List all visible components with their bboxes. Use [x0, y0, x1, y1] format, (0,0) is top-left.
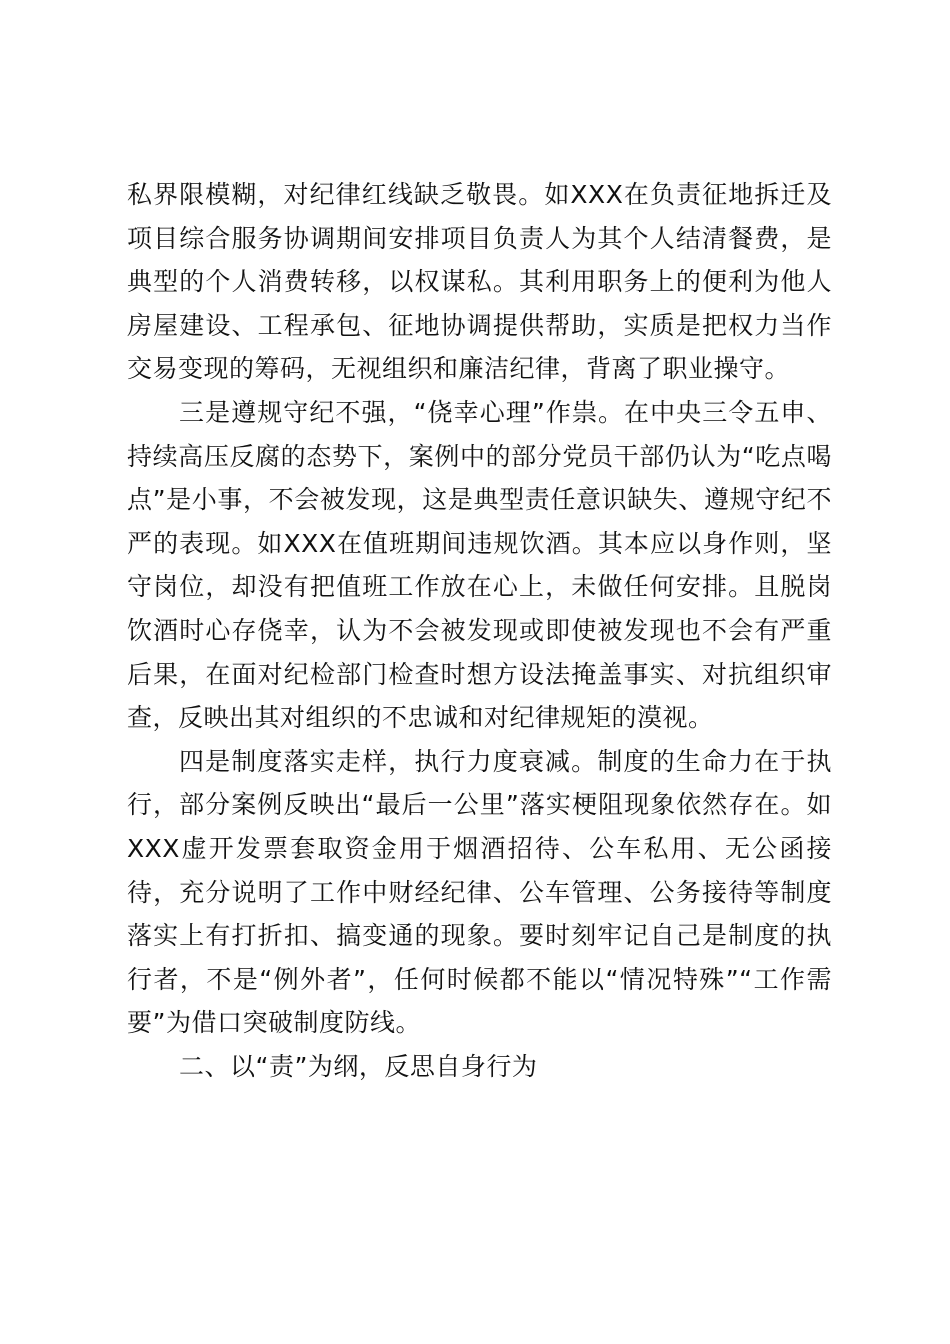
document-body [127, 173, 832, 1088]
paragraph-1: 私界限模糊，对纪律红线缺乏敬畏。如XXX在负责征地拆迁及项目综合服务协调期间安排项目负责人为其个人结清餐费，是典型的个人消费转移，以权谋私。其利用职务上的便利为他人房屋建设、工程承包、征地协调提供帮助，实质是把权力当作交易变现的筹码，无视组织和廉洁纪律，背离了职业操守。 [127, 180, 832, 384]
section-heading: 二、以“责”为纲，反思自身行为 [179, 1051, 538, 1081]
paragraph-3: 四是制度落实走样，执行力度衰减。制度的生命力在于执行，部分案例反映出“最后一公里”落实梗阻现象依然存在。如XXX虚开发票套取资金用于烟酒招待、公车私用、无公函接待，充分说明了工作中财经纪律、公车管理、公务接待等制度落实上有打折扣、搞变通的现象。要时刻牢记自己是制度的执行者，不是“例外者”，任何时候都不能以“情况特殊”“工作需要”为借口突破制度防线。 [127, 746, 832, 1038]
paragraph-2: 三是遵规守纪不强，“侥幸心理”作祟。在中央三令五申、持续高压反腐的态势下，案例中的部分党员干部仍认为“吃点喝点”是小事，不会被发现，这是典型责任意识缺失、遵规守纪不严的表现。如XXX在值班期间违规饮酒。其本应以身作则，坚守岗位，却没有把值班工作放在心上，未做任何安排。且脱岗饮酒时心存侥幸，认为不会被发现或即使被发现也不会有严重后果，在面对纪检部门检查时想方设法掩盖事实、对抗组织审查，反映出其对组织的不忠诚和对纪律规矩的漠视。 [127, 397, 832, 733]
